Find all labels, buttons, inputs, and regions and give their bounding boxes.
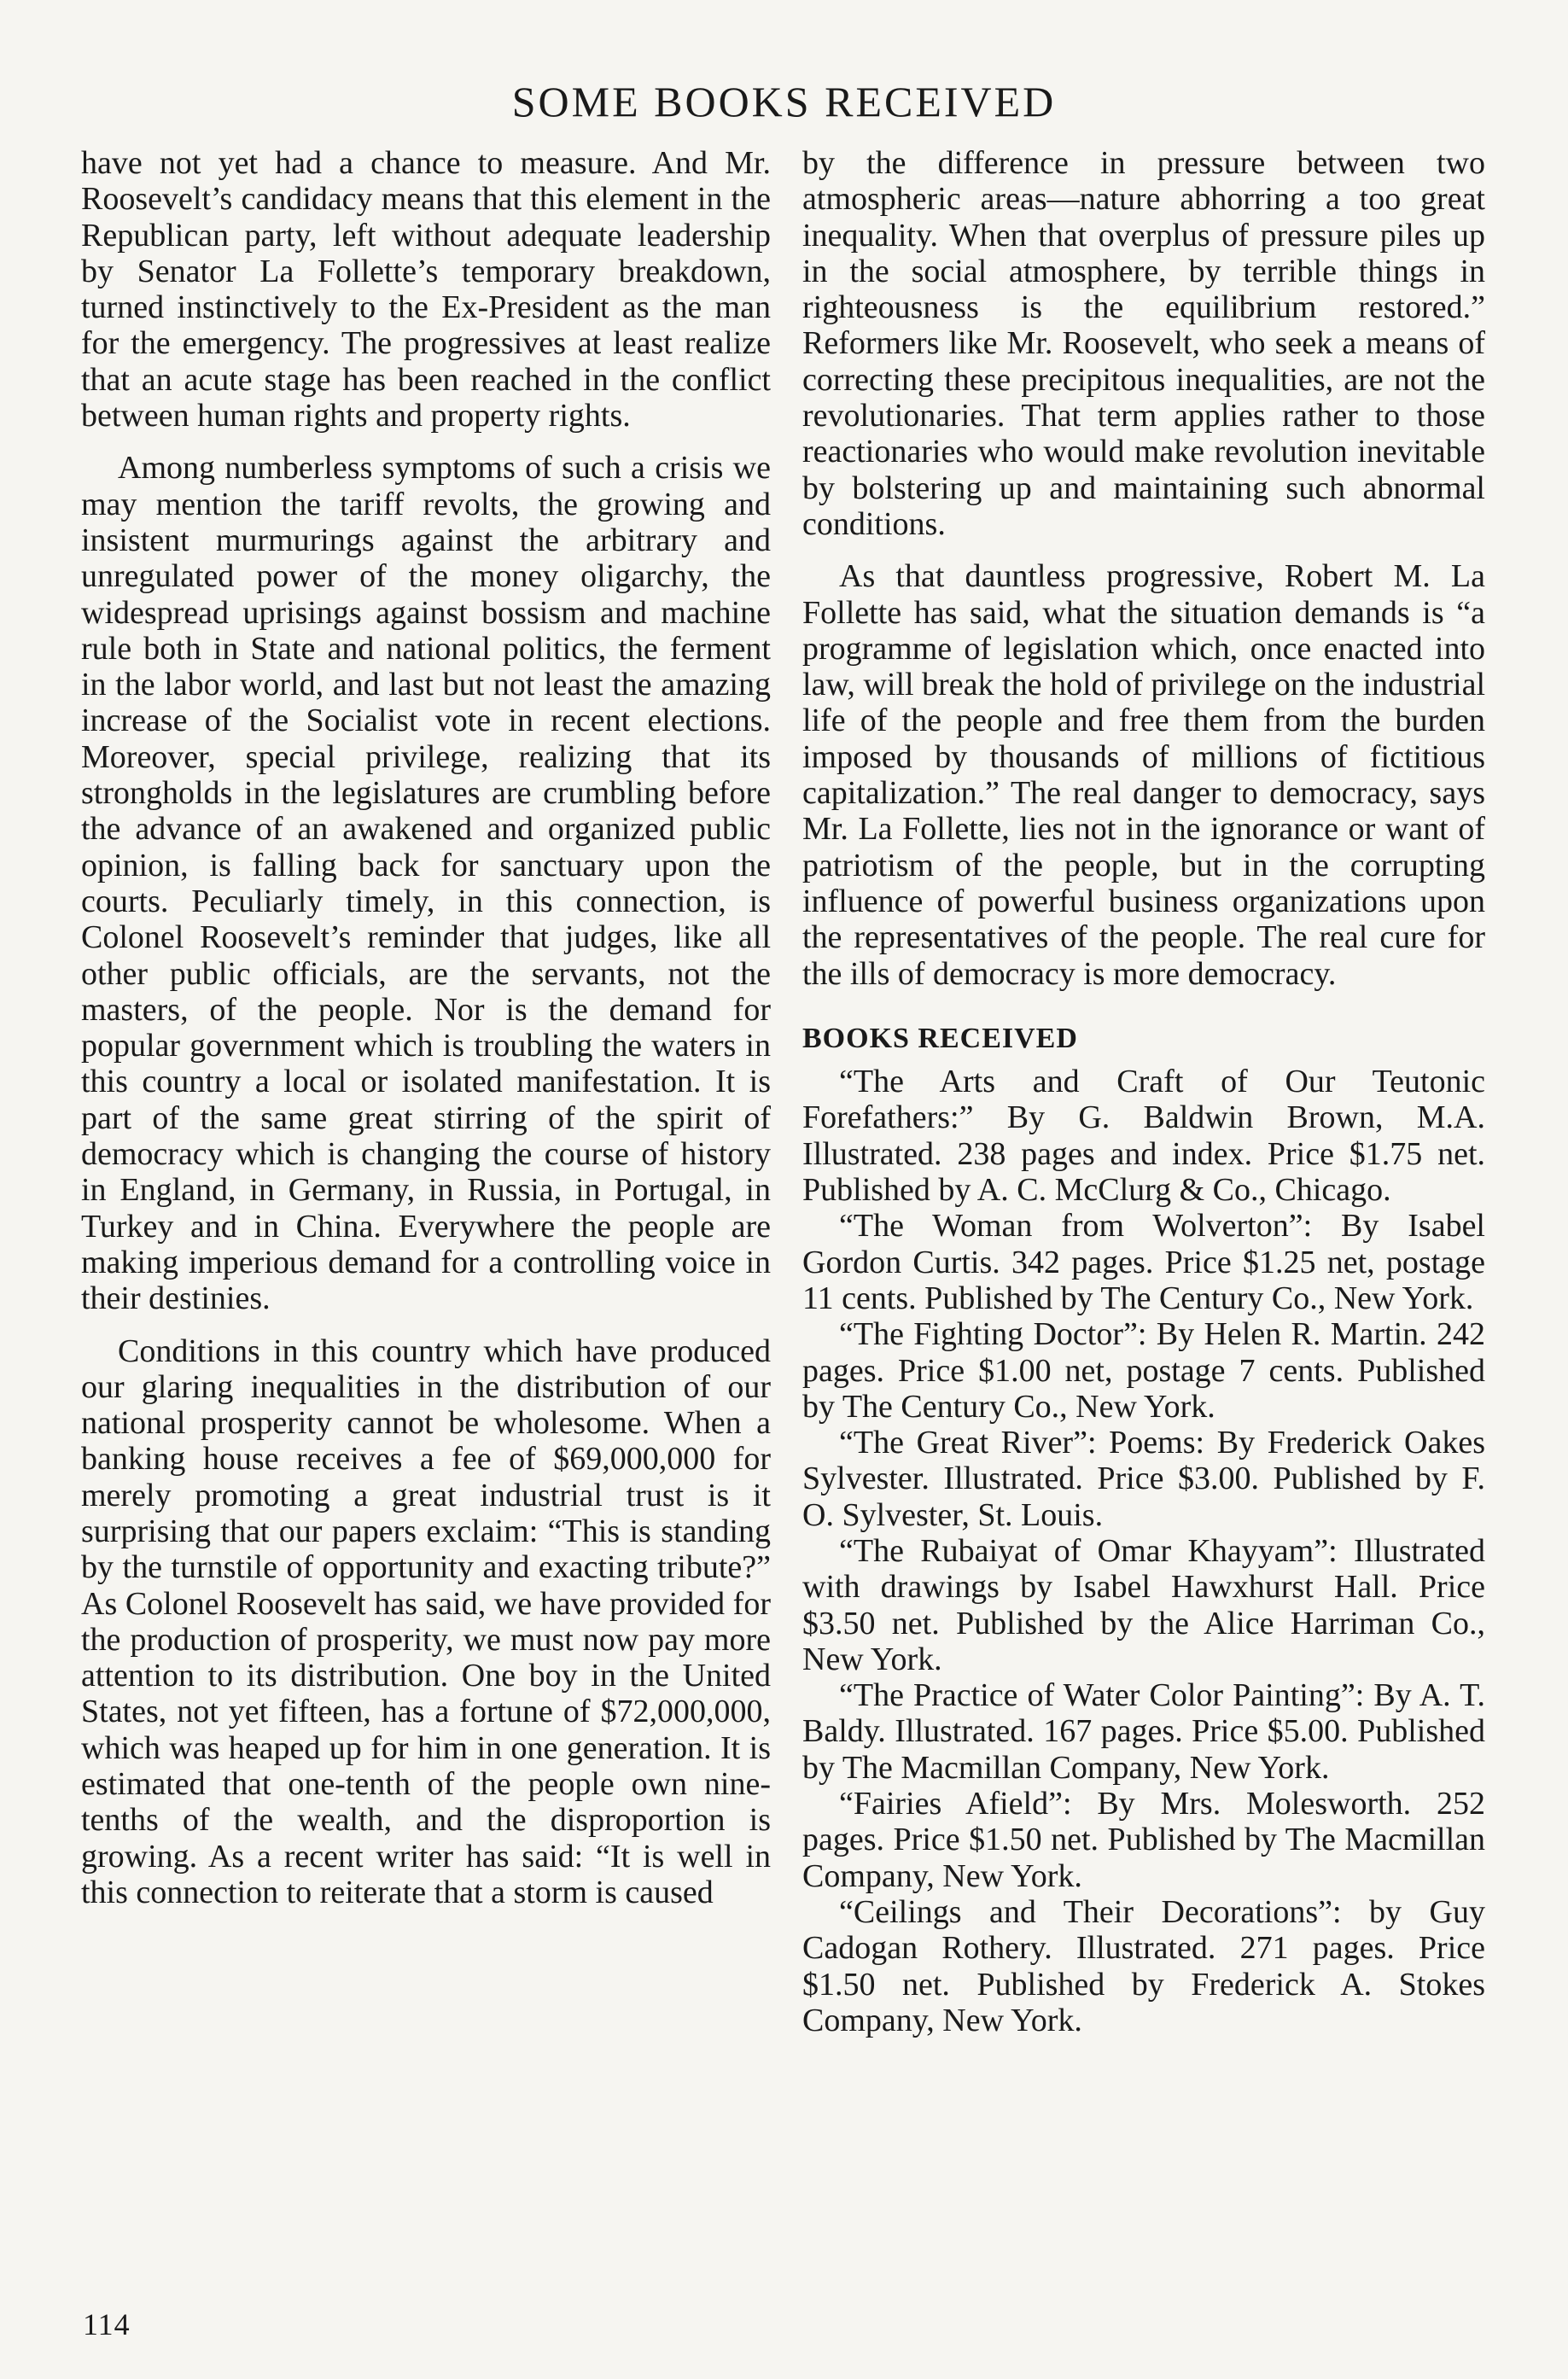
right-column (802, 145, 1485, 2038)
books-received-heading: BOOKS RECEIVED (802, 1022, 1078, 1054)
body-paragraph: As that dauntless progressive, Robert M. La Follette has said, what the situation demands is “a programme of legislation which, once enacted into law, will break the hold of privilege on the industrial life of the people and free them from the burden imposed by thousands of millions of fictitious capitalization.” The real danger to democracy, says Mr. La Follette, lies not in the ignorance or want of patriotism of the people, but in the corrupting influence of powerful business organizations upon the representatives of the people. The real cure for the ills of democracy is more democracy. (802, 558, 1485, 992)
book-entry: “The Arts and Craft of Our Teutonic Forefathers:” By G. Baldwin Brown, M.A. Illustrated. 238 pages and index. Price $1.75 net. Published by A. C. McClurg & Co., Chicago. (802, 1064, 1485, 1209)
book-entry: “The Practice of Water Color Painting”: By A. T. Baldy. Illustrated. 167 pages. Price $5.00. Published by The Macmillan Company, New York. (802, 1677, 1485, 1786)
body-paragraph: by the difference in pressure between two atmospheric areas—nature abhorring a too great inequality. When that overplus of pressure piles up in the social atmosphere, by terrible things in righteousness is the equilibrium restored.” Reformers like Mr. Roosevelt, who seek a means of correcting these precipitous inequalities, are not the revolutionaries. That term applies rather to those reactionaries who would make revolution inevitable by bolstering up and maintaining such abnormal conditions. (802, 145, 1485, 542)
books-list (802, 1064, 1485, 2038)
page-number: 114 (83, 2307, 131, 2341)
book-entry: “Ceilings and Their Decorations”: by Guy Cadogan Rothery. Illustrated. 271 pages. Price $1.50 net. Published by Frederick A. Stokes Company, New York. (802, 1893, 1485, 2038)
body-paragraph: Among numberless symptoms of such a crisis we may mention the tariff revolts, the growing and insistent murmurings against the arbitrary and unregulated power of the money oligarchy, the widespread uprisings against bossism and machine rule both in State and national politics, the ferment in the labor world, and last but not least the amazing increase of the Socialist vote in recent elections. Moreover, special privilege, realizing that its strongholds in the legislatures are crumbling before the advance of an awakened and organized public opinion, is falling back for sanctuary upon the courts. Peculiarly timely, in this connection, is Colonel Roosevelt’s reminder that judges, like all other public officials, are the servants, not the masters, of the people. Nor is the demand for popular government which is troubling the waters in this country a local or isolated manifestation. It is part of the same great stirring of the spirit of democracy which is changing the course of history in England, in Germany, in Russia, in Portugal, in Turkey and in China. Everywhere the people are making imperious demand for a controlling voice in their destinies. (81, 450, 771, 1317)
body-paragraph: Conditions in this country which have produced our glaring inequalities in the distribution of our national prosperity cannot be wholesome. When a banking house receives a fee of $69,000,000 for merely promoting a great industrial trust is it surprising that our papers exclaim: “This is standing by the turnstile of opportunity and exacting tribute?” As Colonel Roosevelt has said, we have provided for the production of prosperity, we must now pay more attention to its distribution. One boy in the United States, not yet fifteen, has a fortune of $72,000,000, which was heaped up for him in one generation. It is estimated that one-tenth of the people own nine-tenths of the wealth, and the disproportion is growing. As a recent writer has said: “It is well in this connection to reiterate that a storm is caused (81, 1332, 771, 1910)
left-column (81, 145, 771, 1927)
book-entry: “The Rubaiyat of Omar Khayyam”: Illustrated with drawings by Isabel Hawxhurst Hall. Price $3.50 net. Published by the Alice Harriman Co., New York. (802, 1532, 1485, 1677)
book-entry: “Fairies Afield”: By Mrs. Molesworth. 252 pages. Price $1.50 net. Published by The Macmillan Company, New York. (802, 1786, 1485, 1894)
page-title: SOME BOOKS RECEIVED (511, 77, 1057, 125)
book-entry: “The Fighting Doctor”: By Helen R. Martin. 242 pages. Price $1.00 net, postage 7 cents. Published by The Century Co., New York. (802, 1316, 1485, 1425)
book-entry: “The Great River”: Poems: By Frederick Oakes Sylvester. Illustrated. Price $3.00. Published by F. O. Sylvester, St. Louis. (802, 1425, 1485, 1533)
body-paragraph: have not yet had a chance to measure. And Mr. Roosevelt’s candidacy means that this element in the Republican party, left without adequate leadership by Senator La Follette’s temporary breakdown, turned instinctively to the Ex-President as the man for the emergency. The progressives at least realize that an acute stage has been reached in the conflict between human rights and property rights. (81, 145, 771, 434)
book-entry: “The Woman from Wolverton”: By Isabel Gordon Curtis. 342 pages. Price $1.25 net, postage 11 cents. Published by The Century Co., New York. (802, 1208, 1485, 1316)
